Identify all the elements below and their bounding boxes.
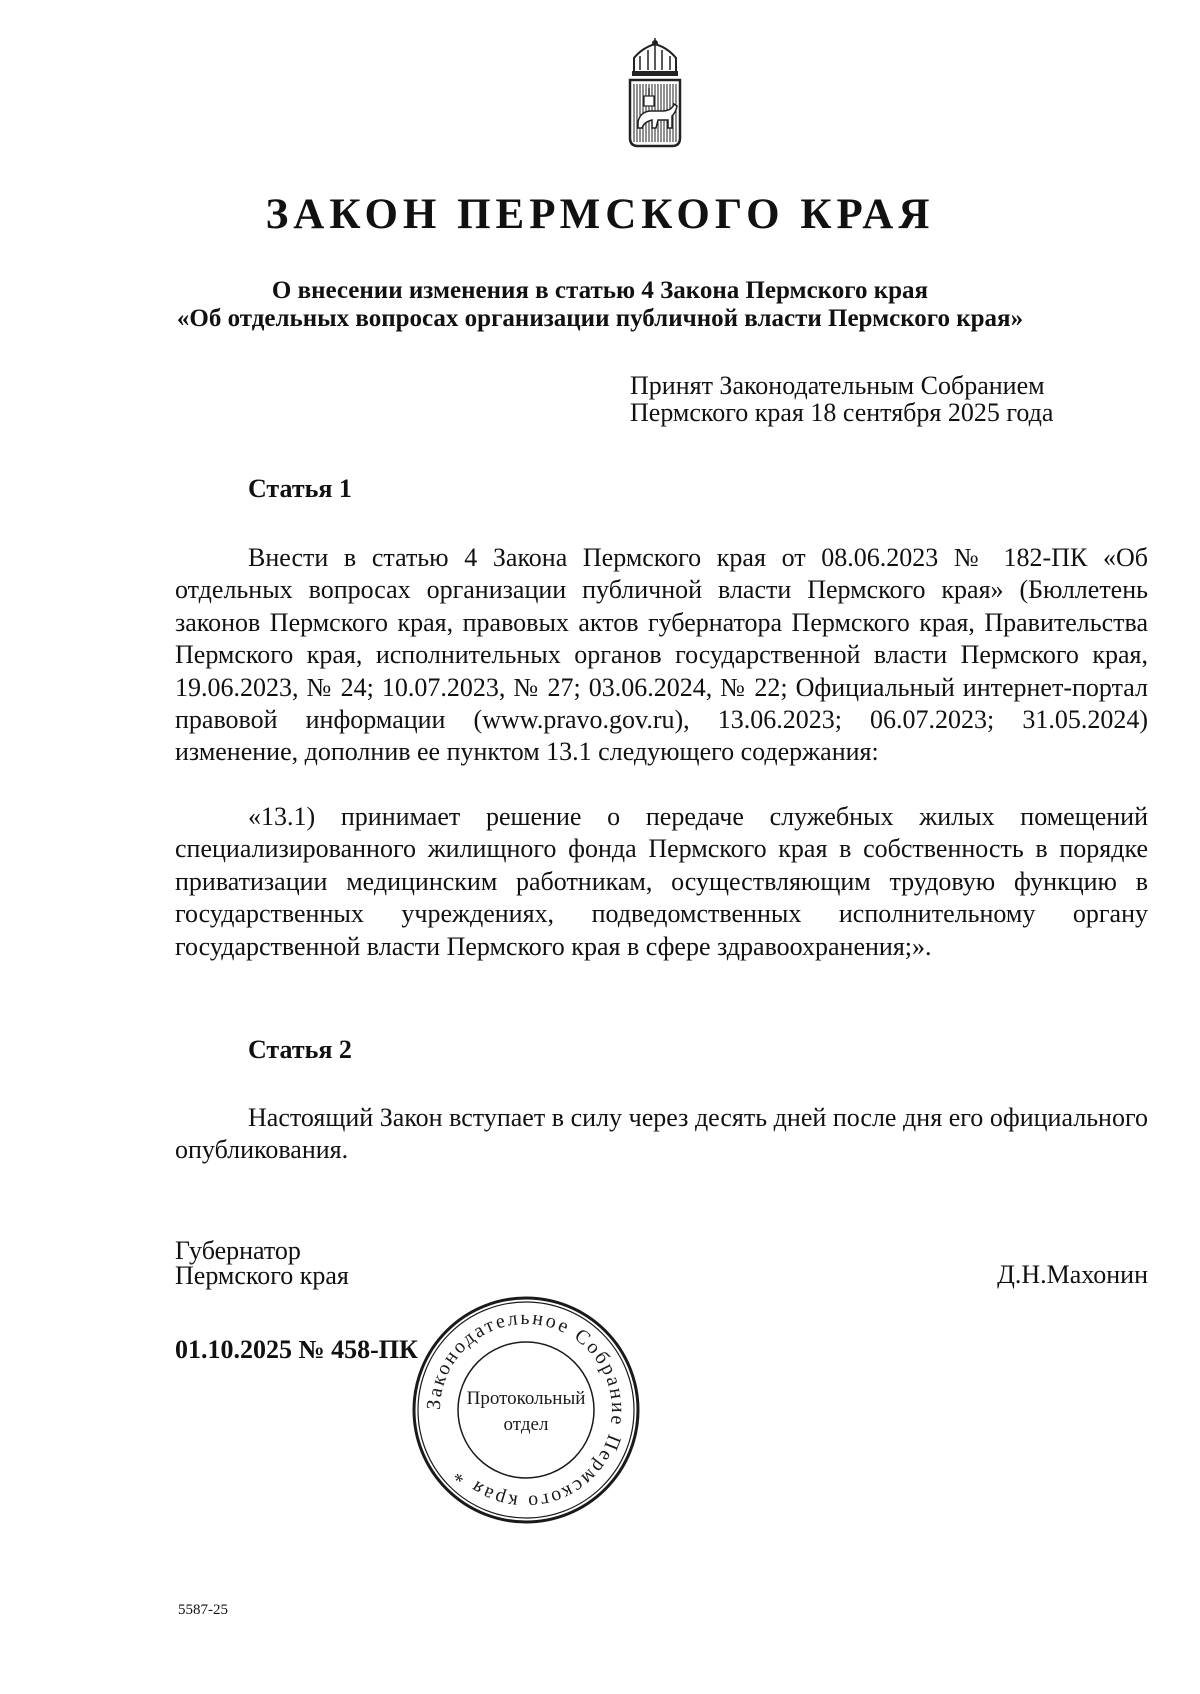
- adoption-line-2: Пермского края 18 сентября 2025 года: [630, 398, 1054, 427]
- perm-krai-coat-of-arms-icon: [622, 38, 688, 150]
- article-1-paragraph-1: Внести в статью 4 Закона Пермского края от 08.06.2023 № 182-ПК «Об отдельных вопросах организации публичной власти Пермского края» (Бюллетень законов Пермского края, правовых актов губернатора Пермского края, Правительства Пермского края, исполнительных органов государственной власти Пермского края, 19.06.2023, № 24; 10.07.2023, № 27; 03.06.2024, № 22; Официальный интернет-портал правовой информации (www.pravo.gov.ru), 13.06.2023; 06.07.2023; 31.05.2024) изменение, дополнив ее пунктом 13.1 следующего содержания:: [175, 543, 1148, 767]
- subtitle-line-1: О внесении изменения в статью 4 Закона Пермского края: [271, 277, 929, 304]
- article-1-heading: Статья 1: [248, 474, 352, 503]
- subtitle-line-2: «Об отдельных вопросах организации публичной власти Пермского края»: [176, 305, 1024, 332]
- adoption-note: [630, 372, 1053, 426]
- article-2-paragraph: Настоящий Закон вступает в силу через десять дней после дня его официального опубликования.: [175, 1103, 1148, 1165]
- document-registration-code: 5587-25: [178, 1602, 228, 1618]
- seal-ring-text: Законодательное Собрание Пермского края *: [422, 1306, 630, 1514]
- signatory-position-line-2: Пермского края: [175, 1261, 349, 1290]
- document-title: ЗАКОН ПЕРМСКОГО КРАЯ: [265, 191, 935, 238]
- law-date-number: 01.10.2025 № 458-ПК: [175, 1335, 418, 1364]
- article-1-paragraph-2: «13.1) принимает решение о передаче служебных жилых помещений специализированного жилищного фонда Пермского края в собственность в порядке приватизации медицинским работникам, осуществляющим трудовую функцию в государственных учреждениях, подведомственных исполнительному органу государственной власти Пермского края в сфере здравоохранения;».: [175, 802, 1148, 961]
- seal-center-line-1: Протокольный: [466, 1388, 586, 1409]
- official-seal-stamp: [408, 1292, 644, 1528]
- signatory-position: [175, 1238, 349, 1288]
- seal-center-line-2: отдел: [503, 1414, 549, 1435]
- signatory-name: Д.Н.Махонин: [997, 1260, 1148, 1289]
- article-2-heading: Статья 2: [248, 1035, 352, 1064]
- svg-text:Законодательное Собрание Пермс: [423, 1307, 629, 1513]
- adoption-line-1: Принят Законодательным Собранием: [630, 371, 1045, 400]
- document-subtitle: [0, 277, 1200, 333]
- signatory-position-line-1: Губернатор: [175, 1236, 301, 1265]
